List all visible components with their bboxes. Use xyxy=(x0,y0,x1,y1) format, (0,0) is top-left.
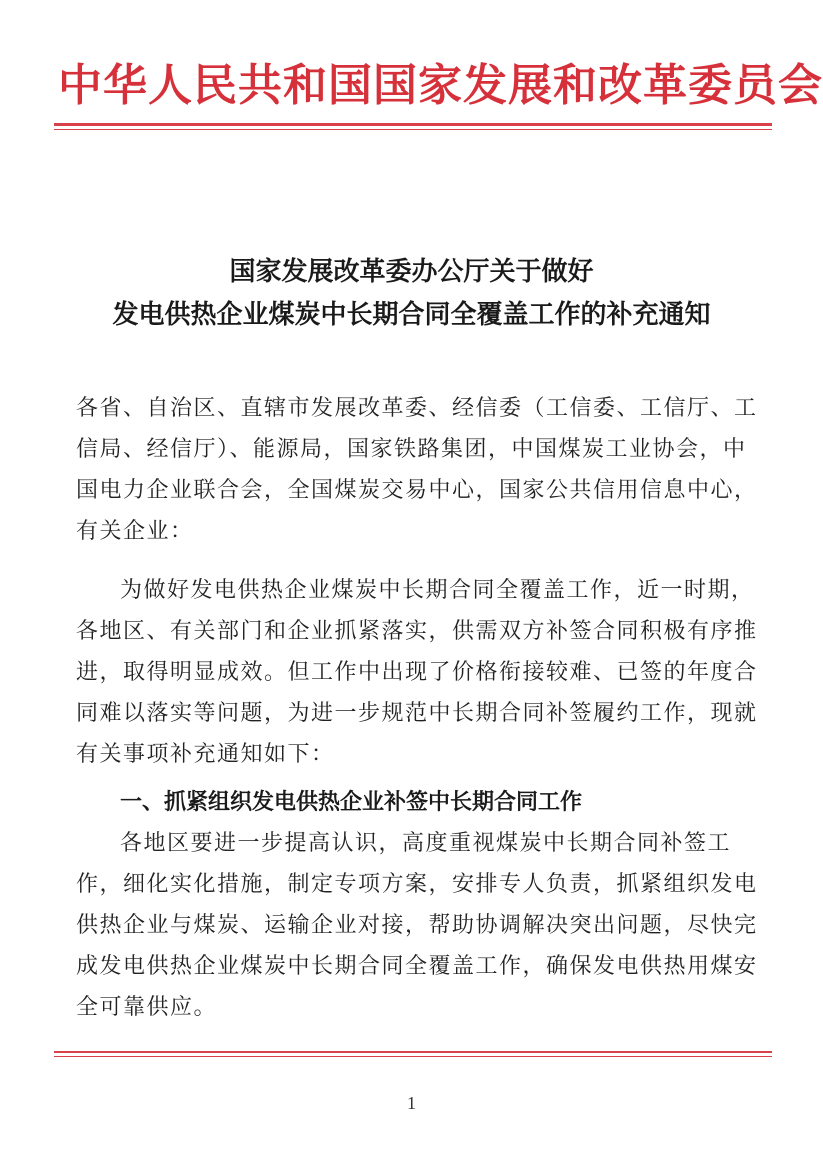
letterhead-title: 中华人民共和国国家发展和改革委员会 xyxy=(58,60,823,111)
salutation-line: 信局、经信厅）、能源局，国家铁路集团，中国煤炭工业协会，中 xyxy=(76,437,747,462)
notice-title-line-2: 发电供热企业煤炭中长期合同全覆盖工作的补充通知 xyxy=(112,300,711,330)
page-number: 1 xyxy=(407,1093,416,1113)
paragraph-section-1 xyxy=(76,823,758,1028)
salutation-line: 有关企业： xyxy=(76,519,194,544)
paragraph-line: 供热企业与煤炭、运输企业对接，帮助协调解决突出问题，尽快完 xyxy=(76,913,758,938)
paragraph-line: 各地区要进一步提高认识，高度重视煤炭中长期合同补签工 xyxy=(120,831,732,856)
paragraph-line: 进，取得明显成效。但工作中出现了价格衔接较难、已签的年度合 xyxy=(76,660,758,685)
paragraph-line: 各地区、有关部门和企业抓紧落实，供需双方补签合同积极有序推 xyxy=(76,619,758,644)
paragraph-line: 同难以落实等问题，为进一步规范中长期合同补签履约工作，现就 xyxy=(76,701,758,726)
salutation-line: 各省、自治区、直辖市发展改革委、经信委（工信委、工信厅、工 xyxy=(76,396,758,421)
paragraph-line: 有关事项补充通知如下： xyxy=(76,742,335,767)
notice-title-line-1: 国家发展改革委办公厅关于做好 xyxy=(229,257,594,287)
footer-red-rule xyxy=(54,1051,772,1057)
letterhead-red-rule xyxy=(54,123,772,130)
salutation-line: 国电力企业联合会，全国煤炭交易中心，国家公共信用信息中心， xyxy=(76,478,758,503)
paragraph-intro xyxy=(76,570,758,775)
paragraph-line: 全可靠供应。 xyxy=(76,995,218,1020)
paragraph-line: 作，细化实化措施，制定专项方案，安排专人负责，抓紧组织发电 xyxy=(76,872,758,897)
paragraph-line: 成发电供热企业煤炭中长期合同全覆盖工作，确保发电供热用煤安 xyxy=(76,954,758,979)
salutation-block xyxy=(76,388,758,552)
paragraph-line: 为做好发电供热企业煤炭中长期合同全覆盖工作，近一时期， xyxy=(120,578,755,603)
section-heading-1: 一、抓紧组织发电供热企业补签中长期合同工作 xyxy=(120,790,583,815)
